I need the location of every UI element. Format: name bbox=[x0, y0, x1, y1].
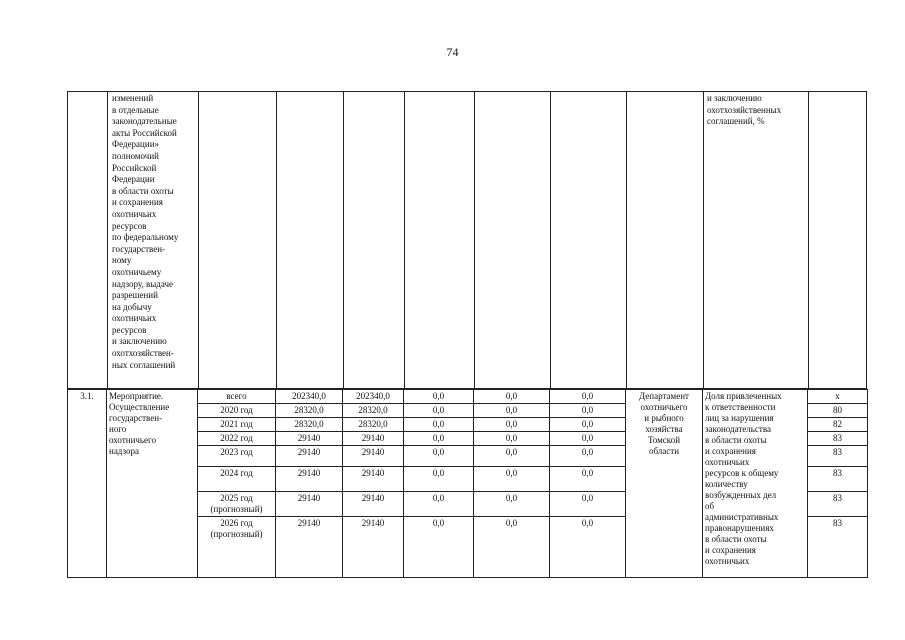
total-cell: 28320,0 bbox=[276, 418, 343, 432]
total-cell: 29140 bbox=[276, 492, 343, 517]
amount-cell: 0,0 bbox=[550, 467, 626, 492]
column-divider bbox=[550, 92, 551, 388]
total-cell: 29140 bbox=[276, 517, 343, 578]
page-number: 74 bbox=[446, 45, 459, 59]
period-cell: 2022 год bbox=[198, 432, 276, 446]
period-cell: 2024 год bbox=[198, 467, 276, 492]
amount-cell: 0,0 bbox=[550, 418, 626, 432]
continuation-block bbox=[67, 91, 867, 389]
amount-cell: 0,0 bbox=[404, 404, 474, 418]
total-cell: 202340,0 bbox=[276, 390, 343, 404]
amount-cell: 0,0 bbox=[404, 467, 474, 492]
column-divider bbox=[276, 92, 277, 388]
amount-cell: 0,0 bbox=[550, 492, 626, 517]
measure-name: Мероприятие. Осуществление государствен- ного охотничьего надзора bbox=[107, 390, 198, 578]
period-cell: 2025 год (прогнозный) bbox=[198, 492, 276, 517]
total-cell: 29140 bbox=[276, 446, 343, 467]
amount-cell: 0,0 bbox=[550, 432, 626, 446]
amount-cell: 0,0 bbox=[404, 492, 474, 517]
total-cell: 29140 bbox=[276, 432, 343, 446]
regional-cell: 29140 bbox=[343, 492, 404, 517]
continued-indicator-text: и заключению охотхозяйственных соглашений, % bbox=[707, 93, 782, 127]
total-cell: 29140 bbox=[276, 467, 343, 492]
regional-cell: 28320,0 bbox=[343, 418, 404, 432]
amount-cell: 0,0 bbox=[550, 390, 626, 404]
indicator-value-cell: 83 bbox=[808, 446, 868, 467]
indicator-cell: Доля привлеченных к ответственности лиц за нарушения законодательства в области охоты и сохранения охотничьих ресурсов к общему количеству возбужденных дел об административных правонарушениях в области охоты и сохранения охотничьих bbox=[703, 390, 808, 578]
amount-cell: 0,0 bbox=[474, 404, 550, 418]
executor-cell: Департамент охотничьего и рыбного хозяйства Томской области bbox=[626, 390, 703, 578]
period-cell: 2021 год bbox=[198, 418, 276, 432]
regional-cell: 29140 bbox=[343, 432, 404, 446]
column-divider bbox=[404, 92, 405, 388]
amount-cell: 0,0 bbox=[474, 418, 550, 432]
indicator-value-cell: 80 bbox=[808, 404, 868, 418]
column-divider bbox=[474, 92, 475, 388]
column-divider bbox=[626, 92, 627, 388]
regional-cell: 29140 bbox=[343, 467, 404, 492]
amount-cell: 0,0 bbox=[550, 446, 626, 467]
indicator-value-cell: 83 bbox=[808, 492, 868, 517]
column-divider bbox=[198, 92, 199, 388]
measure-number: 3.1. bbox=[68, 390, 107, 578]
column-divider bbox=[343, 92, 344, 388]
indicator-value-cell: х bbox=[808, 390, 868, 404]
amount-cell: 0,0 bbox=[550, 404, 626, 418]
regional-cell: 29140 bbox=[343, 446, 404, 467]
column-divider bbox=[703, 92, 704, 388]
regional-cell: 202340,0 bbox=[343, 390, 404, 404]
period-cell: 2026 год (прогнозный) bbox=[198, 517, 276, 578]
total-cell: 28320,0 bbox=[276, 404, 343, 418]
column-divider bbox=[107, 92, 108, 388]
period-cell: 2023 год bbox=[198, 446, 276, 467]
indicator-value-cell: 83 bbox=[808, 467, 868, 492]
amount-cell: 0,0 bbox=[404, 390, 474, 404]
amount-cell: 0,0 bbox=[474, 517, 550, 578]
amount-cell: 0,0 bbox=[474, 492, 550, 517]
column-divider bbox=[808, 92, 809, 388]
indicator-value-cell: 82 bbox=[808, 418, 868, 432]
indicator-value-cell: 83 bbox=[808, 517, 868, 578]
period-cell: 2020 год bbox=[198, 404, 276, 418]
table-row bbox=[68, 390, 868, 404]
measure-table bbox=[67, 389, 868, 578]
amount-cell: 0,0 bbox=[404, 446, 474, 467]
period-cell: всего bbox=[198, 390, 276, 404]
amount-cell: 0,0 bbox=[404, 418, 474, 432]
amount-cell: 0,0 bbox=[474, 467, 550, 492]
regional-cell: 28320,0 bbox=[343, 404, 404, 418]
amount-cell: 0,0 bbox=[474, 432, 550, 446]
regional-cell: 29140 bbox=[343, 517, 404, 578]
amount-cell: 0,0 bbox=[404, 432, 474, 446]
indicator-value-cell: 83 bbox=[808, 432, 868, 446]
amount-cell: 0,0 bbox=[550, 517, 626, 578]
amount-cell: 0,0 bbox=[474, 446, 550, 467]
amount-cell: 0,0 bbox=[474, 390, 550, 404]
amount-cell: 0,0 bbox=[404, 517, 474, 578]
continued-event-text: изменений в отдельные законодательные акты Российской Федерации» полномочий Российской Федерации в области охоты и сохранения охотничьих ресурсов по федеральному государствен- ному охотничьему надзору, выдаче разрешений на добычу охотничьих ресурсов и заключению охотхозяйствен- ных соглашений bbox=[112, 93, 179, 370]
